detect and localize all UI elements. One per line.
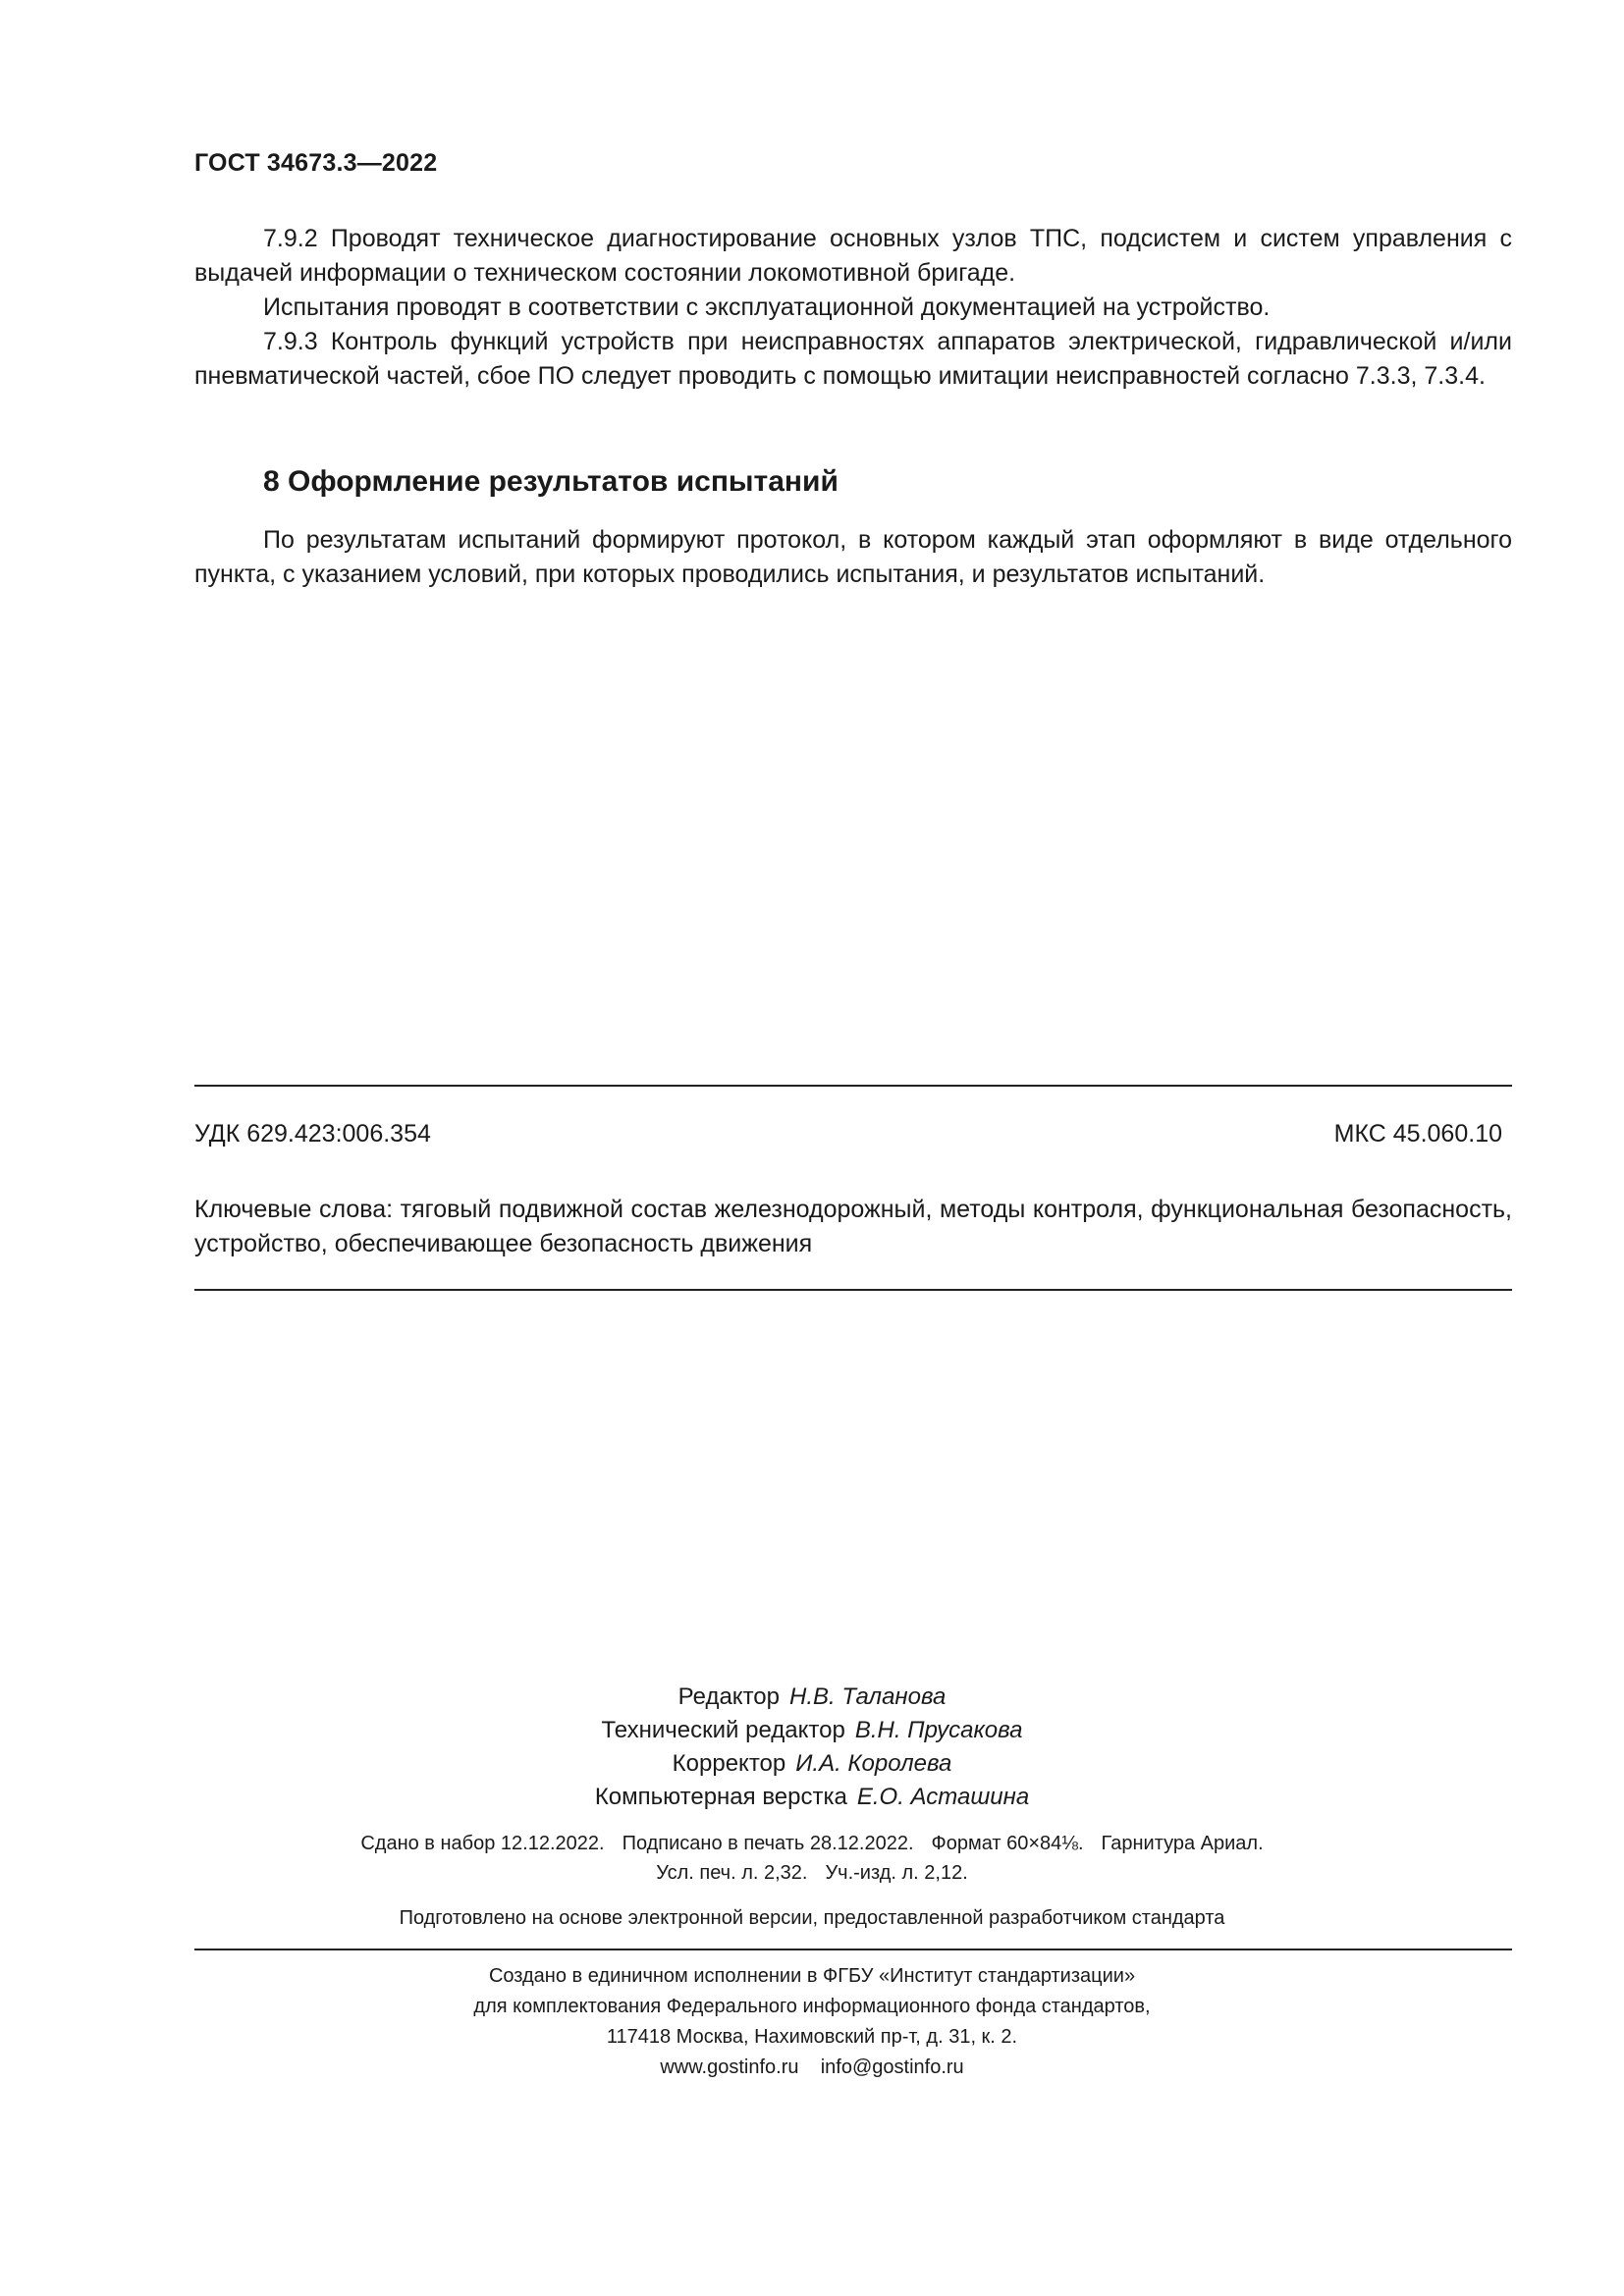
signed-date: Подписано в печать 28.12.2022. bbox=[622, 1833, 914, 1854]
print-info-line-2 bbox=[0, 1858, 1624, 1888]
footer-links: www.gostinfo.ru info@gostinfo.ru bbox=[660, 2056, 964, 2078]
credit-tech-editor bbox=[0, 1714, 1624, 1747]
print-info bbox=[0, 1829, 1624, 1888]
section-8-text bbox=[194, 523, 1512, 592]
credit-role: Корректор bbox=[672, 1750, 786, 1777]
mks-code: МКС 45.060.10 bbox=[1333, 1120, 1502, 1148]
paragraph-7-9-2: 7.9.2 Проводят техническое диагностирование основных узлов ТПС, подсистем и систем управления с выдачей информации о техническом состоянии локомотивной бригаде. bbox=[194, 225, 1512, 287]
credit-name: Н.В. Таланова bbox=[788, 1683, 947, 1710]
divider-footer bbox=[194, 1949, 1512, 1950]
credit-role: Технический редактор bbox=[601, 1717, 845, 1743]
footer-line: для комплектования Федерального информационного фонда стандартов, bbox=[473, 1996, 1151, 2017]
paragraph-tests-docs: Испытания проводят в соответствии с эксплуатационной документацией на устройство. bbox=[263, 294, 1271, 321]
credit-corrector bbox=[0, 1747, 1624, 1781]
footer-line: Создано в единичном исполнении в ФГБУ «Институт стандартизации» bbox=[488, 1965, 1136, 1987]
print-info-line-1 bbox=[0, 1829, 1624, 1858]
credit-role: Редактор bbox=[677, 1683, 780, 1710]
divider-top bbox=[194, 1085, 1512, 1087]
footer-line: 117418 Москва, Нахимовский пр-т, д. 31, к. 2. bbox=[606, 2026, 1018, 2048]
document-code: ГОСТ 34673.3—2022 bbox=[194, 149, 438, 177]
publisher-footer bbox=[0, 1961, 1624, 2083]
paper-format: Формат 60×84⅛. bbox=[931, 1833, 1084, 1854]
credit-role: Компьютерная верстка bbox=[594, 1784, 847, 1810]
pub-sheets: Уч.-изд. л. 2,12. bbox=[825, 1862, 968, 1884]
udk-code: УДК 629.423:006.354 bbox=[194, 1120, 431, 1148]
credit-name: Е.О. Асташина bbox=[856, 1784, 1030, 1810]
credit-name: И.А. Королева bbox=[795, 1750, 952, 1777]
credits-block bbox=[0, 1681, 1624, 1814]
credit-editor bbox=[0, 1681, 1624, 1714]
paragraph-7-9-3: 7.9.3 Контроль функций устройств при неисправностях аппаратов электрической, гидравлической и/или пневматической частей, сбое ПО следует проводить с помощью имитации неисправностей согласно 7.3.3, 7.3.4. bbox=[194, 328, 1512, 390]
typeset-date: Сдано в набор 12.12.2022. bbox=[360, 1833, 605, 1854]
keywords bbox=[194, 1193, 1512, 1261]
print-sheets: Усл. печ. л. 2,32. bbox=[656, 1862, 808, 1884]
prepared-note: Подготовлено на основе электронной версии, предоставленной разработчиком стандарта bbox=[399, 1907, 1225, 1929]
typeface: Гарнитура Ариал. bbox=[1101, 1833, 1264, 1854]
section-8-heading: 8 Оформление результатов испытаний bbox=[263, 465, 839, 498]
divider-keywords bbox=[194, 1289, 1512, 1291]
section-7-text bbox=[194, 222, 1512, 394]
paragraph-results: По результатам испытаний формируют протокол, в котором каждый этап оформляют в виде отдельного пункта, с указанием условий, при которых проводились испытания, и результатов испытаний. bbox=[194, 526, 1512, 588]
credit-layout bbox=[0, 1781, 1624, 1814]
credit-name: В.Н. Прусакова bbox=[854, 1717, 1023, 1743]
keywords-text: Ключевые слова: тяговый подвижной состав железнодорожный, методы контроля, функциональная безопасность, устройство, обеспечивающее безопасность движения bbox=[194, 1196, 1512, 1257]
